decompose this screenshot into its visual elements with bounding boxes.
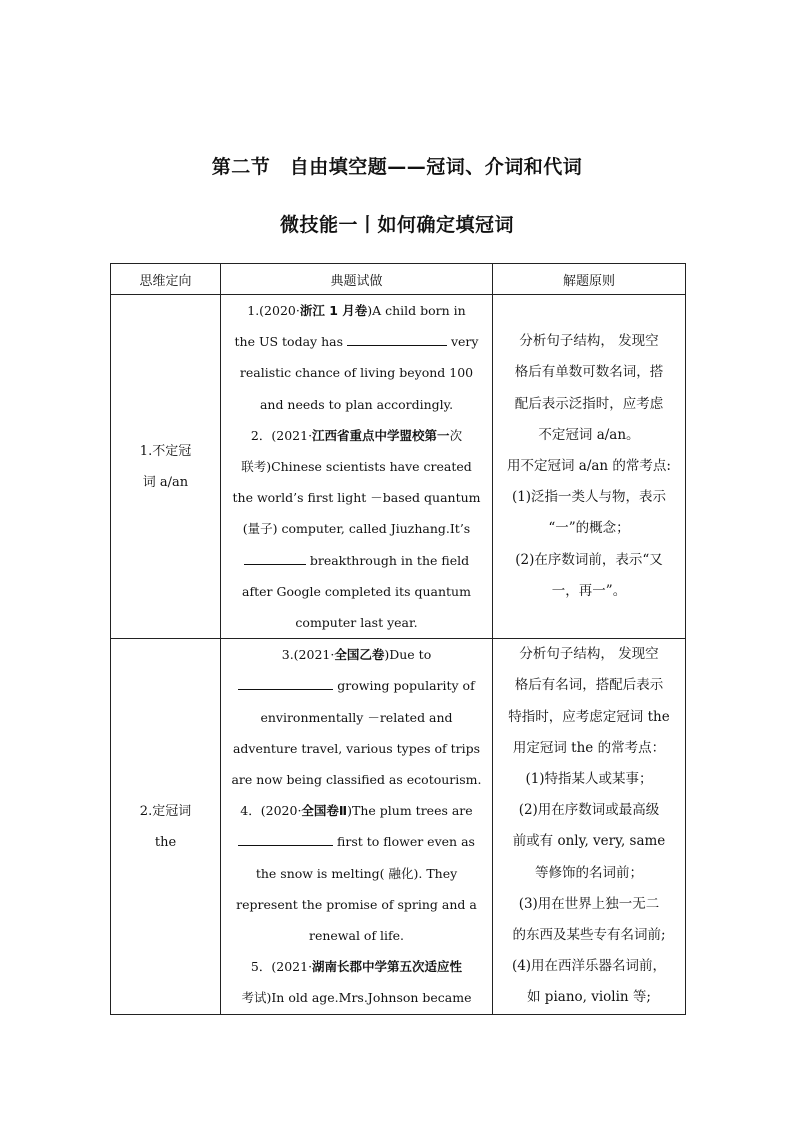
principle-text: 分析句子结构， 发现空 [519, 333, 659, 350]
question-text: represent the promise of spring and a [236, 896, 477, 912]
principle-text: 不定冠词 a/an。 [538, 426, 640, 443]
direction-text: the [154, 834, 177, 850]
principle-text: 如 piano, violin 等; [527, 989, 651, 1006]
question-source-bold: 浙江 1 月卷 [299, 303, 368, 318]
question-text: 联考)Chinese scientists have created [241, 459, 472, 475]
header-principles: 解题原则 [493, 264, 686, 295]
header-examples: 典题试做 [221, 264, 493, 295]
principle-text: (2)用在序数词或最高级 [518, 802, 660, 819]
question-text: the world’s first light －based quantum [232, 490, 481, 506]
principle-text: 格后有单数可数名词，搭 [514, 364, 664, 381]
question-text: )A child born in [367, 303, 466, 318]
direction-text: 词 a/an [142, 474, 189, 490]
question-source: 5．(2021· [250, 959, 313, 975]
question-1 [225, 295, 488, 326]
principle-text: 等修饰的名词前； [535, 864, 643, 881]
answer-blank[interactable] [244, 563, 306, 565]
principle-cell-definite [493, 639, 686, 1015]
table-row [111, 639, 686, 1015]
principle-text: 用不定冠词 a/an 的常考点: [507, 458, 671, 475]
question-text: 次 [449, 427, 463, 443]
question-text: first to flower even as [337, 834, 475, 850]
subtitle: 微技能一丨如何确定填冠词 [279, 214, 514, 236]
question-text: (量子) computer, called Jiuzhang.It’s [242, 521, 471, 537]
question-4 [225, 795, 488, 826]
question-3 [225, 639, 488, 670]
question-text: environmentally －related and [260, 709, 453, 725]
principle-text: (2)在序数词前，表示“又 [515, 551, 663, 568]
question-text: )Due to [384, 647, 432, 663]
question-source-bold: 全国乙卷 [334, 647, 385, 663]
question-text: the snow is melting( 融化). They [255, 865, 458, 881]
question-source: 4．(2020· [240, 803, 302, 819]
table-header-row [111, 264, 686, 295]
question-source-bold: 江西省重点中学盟校第一 [312, 427, 450, 443]
answer-blank[interactable] [347, 344, 447, 346]
question-text: the US today has [234, 334, 343, 350]
question-text: breakthrough in the field [309, 552, 470, 568]
direction-cell-definite [111, 639, 221, 1015]
principle-text: 用定冠词 the 的常考点： [512, 739, 666, 756]
skill-table [110, 263, 686, 1015]
question-source-bold: 全国卷Ⅱ [301, 803, 348, 819]
question-text: realistic chance of living beyond 100 [239, 365, 474, 381]
answer-blank[interactable] [238, 844, 333, 846]
principle-text: “一”的概念； [548, 520, 630, 537]
principle-text: (4)用在西洋乐器名词前， [511, 958, 667, 975]
question-text: 考试)In old age.Mrs.Johnson became [241, 990, 472, 1006]
question-text: and needs to plan accordingly. [259, 396, 454, 412]
question-source: 3.(2021· [281, 647, 335, 663]
principle-text: (3)用在世界上独一无二 [518, 895, 660, 912]
principle-text: 特指时，应考虑定冠词 the [508, 708, 670, 725]
question-source: 1.(2020· [247, 303, 300, 318]
direction-text: 2.定冠词 [139, 803, 192, 819]
principle-text: (1)泛指一类人与物，表示 [511, 489, 667, 506]
question-source: 2．(2021· [250, 427, 313, 443]
question-text: are now being classified as ecotourism. [231, 772, 482, 788]
section-title: 第二节 自由填空题——冠词、介词和代词 [211, 156, 583, 178]
principle-text: 的东西及某些专有名词前; [512, 927, 666, 944]
question-2 [225, 420, 488, 451]
question-5 [225, 951, 488, 982]
table-row [111, 295, 686, 639]
question-text: renewal of life. [308, 928, 405, 944]
principle-text: (1)特指某人或某事； [525, 771, 653, 788]
question-text: after Google completed its quantum [242, 583, 471, 599]
principle-text: 格后有名词，搭配后表示 [514, 677, 664, 694]
header-direction: 思维定向 [111, 264, 221, 295]
question-text: )The plum trees are [347, 803, 473, 819]
principle-text: 一，再一”。 [551, 582, 627, 599]
question-text [225, 545, 488, 576]
question-text: growing popularity of [337, 678, 475, 694]
direction-cell-indefinite [111, 295, 221, 639]
principle-text: 配后表示泛指时，应考虑 [514, 395, 664, 412]
question-text [225, 826, 488, 857]
question-text: adventure travel, various types of trips [232, 740, 481, 756]
question-text: computer last year. [295, 615, 418, 631]
direction-text: 1.不定冠 [139, 443, 192, 459]
question-text [225, 670, 488, 701]
question-text: very [450, 334, 479, 350]
example-cell-indefinite [221, 295, 493, 639]
question-text [225, 326, 488, 357]
example-cell-definite [221, 639, 493, 1015]
principle-text: 前或有 only, very, same [512, 833, 666, 850]
principle-text: 分析句子结构， 发现空 [519, 646, 659, 663]
answer-blank[interactable] [238, 688, 333, 690]
question-source-bold: 湖南长郡中学第五次适应性 [312, 959, 463, 975]
principle-cell-indefinite [493, 295, 686, 639]
